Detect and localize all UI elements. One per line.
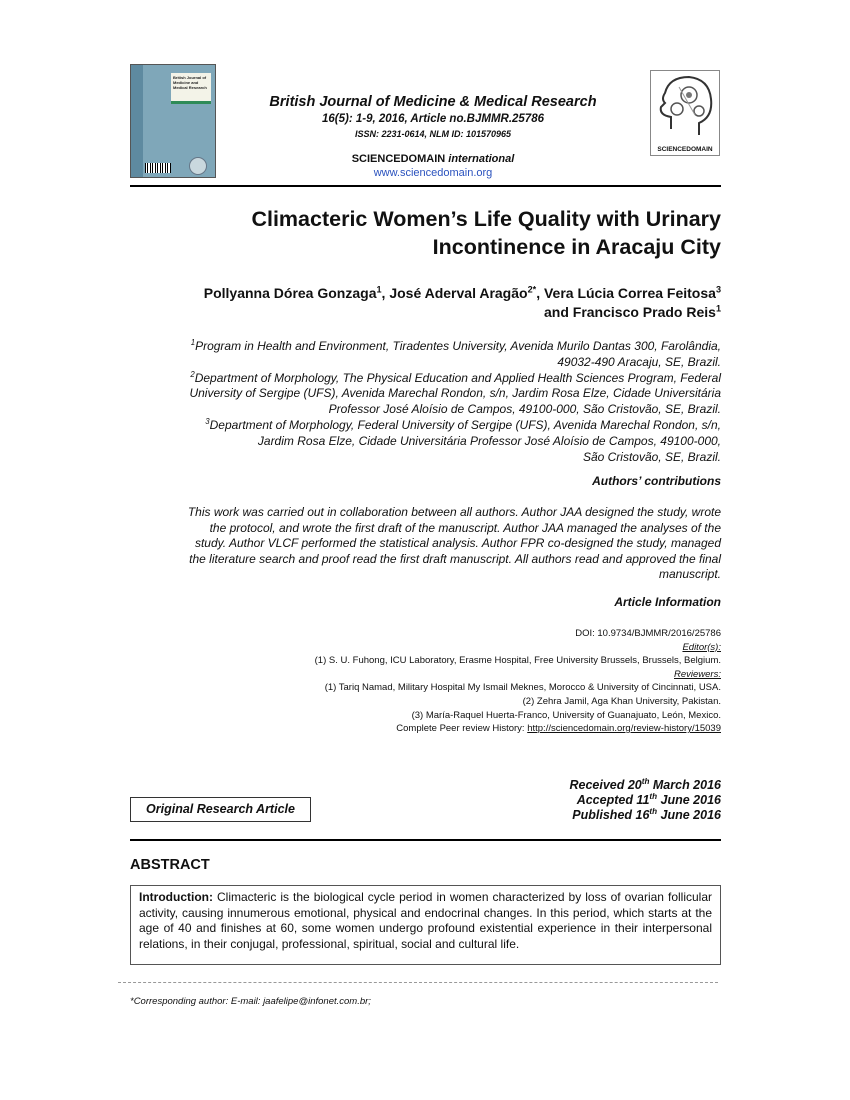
article-info-heading: Article Information [614,595,721,609]
sciencedomain-logo [650,70,720,156]
abstract-heading: ABSTRACT [130,857,210,873]
publisher-url[interactable]: www.sciencedomain.org [373,167,493,179]
affiliation-3-line-1: $^3$Department of Morphology, Federal University of Sergipe (UFS), Avenida Marechal Rondon, s/n, [205,416,721,432]
affiliation-3-line-2: Jardim Rosa Elze, Cidade Universitária Professor José Aloísio de Campos, 49100-000, [257,433,721,448]
barcode-icon [145,163,171,173]
journal-title: British Journal of Medicine & Medical Research [269,94,597,110]
journal-issn: ISSN: 2231-0614, NLM ID: 101570965 [354,129,512,139]
reviewers-label: Reviewers: [674,668,721,680]
author-name: Vera Lúcia Correa Feitosa [543,285,716,301]
affiliation-1-line-2: 49032-490 Aracaju, SE, Brazil. [557,354,721,369]
editors-label: Editor(s): [682,641,721,653]
article-dates [430,778,721,823]
publisher-name: SCIENCEDOMAIN [351,153,446,165]
contributions-heading: Authors’ contributions [592,474,721,488]
article-title [130,205,721,261]
affiliation-1-line-1: $^1$Program in Health and Environment, Tiradentes University, Avenida Murilo Dantas 300, Farolândia, [190,338,721,353]
publisher-suffix: international [448,153,515,165]
article-title-line-1: Climacteric Women’s Life Quality with Urinary [251,207,721,231]
affiliation-2-line-2: University of Sergipe (UFS), Avenida Marechal Rondon, s/n, Jardim Rosa Elze, Cidade Universitária [189,386,721,401]
logo-text: SCIENCEDOMAIN [657,146,713,153]
peer-review-history: Complete Peer review History: http://sciencedomain.org/review-history/15039 [396,723,721,735]
editor-item: (1) S. U. Fuhong, ICU Laboratory, Erasme Hospital, Free University Brussels, Brussels, Belgium. [314,655,721,667]
abstract-intro-text: Climacteric is the biological cycle period in women characterized by loss of ovarian follicular activity, causing innumerous emotional, physical and endocrinal changes. In this period, which starts at the age of 40 and finishes at 60, some women undergo profound existential experience in their interpersonal relations, in their conjugal, professional, spiritual, social and cultural life. [139,890,712,951]
author-list: Pollyanna Dórea Gonzaga$^1$, José Aderval Aragão$^{2*}$, Vera Lúcia Correa Feitosa$^3$ and Francisco Prado Reis$^1$ [203,284,721,320]
footnote-rule [118,982,718,983]
published-date: Published 16th June 2016 [572,806,721,822]
affiliation-2-line-3: Professor José Aloísio de Campos, 49100-000, São Cristovão, SE, Brazil. [328,402,721,417]
seal-icon [189,157,207,175]
header-rule [130,185,721,187]
reviewer-item: (2) Zehra Jamil, Aga Khan University, Pakistan. [522,695,721,707]
peer-review-link[interactable]: http://sciencedomain.org/review-history/15039 [527,723,721,735]
corresponding-author-footnote: *Corresponding author: E-mail: jaafelipe@infonet.com.br; [130,996,371,1007]
affiliations [130,339,721,465]
accepted-date: Accepted 11th June 2016 [576,791,721,807]
article-type-badge: Original Research Article [130,797,311,822]
section-rule [130,839,721,841]
reviewer-item: (3) María-Raquel Huerta-Franco, University of Guanajuato, León, Mexico. [411,709,721,721]
journal-volume: 16(5): 1-9, 2016, Article no.BJMMR.25786 [322,113,544,125]
author-name: and Francisco Prado Reis [543,304,716,320]
publisher [220,153,646,165]
affiliation-2-line-1: $^2$Department of Morphology, The Physical Education and Applied Health Sciences Program, Federal [190,369,721,385]
affiliation-3-line-3: São Cristovão, SE, Brazil. [582,449,721,464]
abstract-box [130,885,721,965]
cover-title: British Journal of Medicine and Medical Research [173,75,207,90]
author-name: Pollyanna Dórea Gonzaga [203,285,377,301]
author-name: José Aderval Aragão [389,285,528,301]
reviewer-item: (1) Tariq Namad, Military Hospital My Ismail Meknes, Morocco & University of Cincinnati, USA. [324,682,721,694]
journal-cover-image [130,64,216,178]
abstract-intro-label: Introduction: [139,890,213,904]
contributions-text: This work was carried out in collaboration between all authors. Author JAA designed the study, wrote the protocol, and wrote the first draft of the manuscript. Author JAA managed the analyses of the study. Author VLCF performed the statistical analysis. Author FPR co-designed the study, managed the literature search and proof read the first draft manuscript. All authors read and approved the final manuscript. [187,505,721,581]
doi: DOI: 10.9734/BJMMR/2016/25786 [575,628,721,639]
article-title-line-2: Incontinence in Aracaju City [432,235,721,259]
head-gears-icon [651,71,719,141]
article-info [130,627,721,736]
received-date: Received 20th March 2016 [569,776,721,792]
